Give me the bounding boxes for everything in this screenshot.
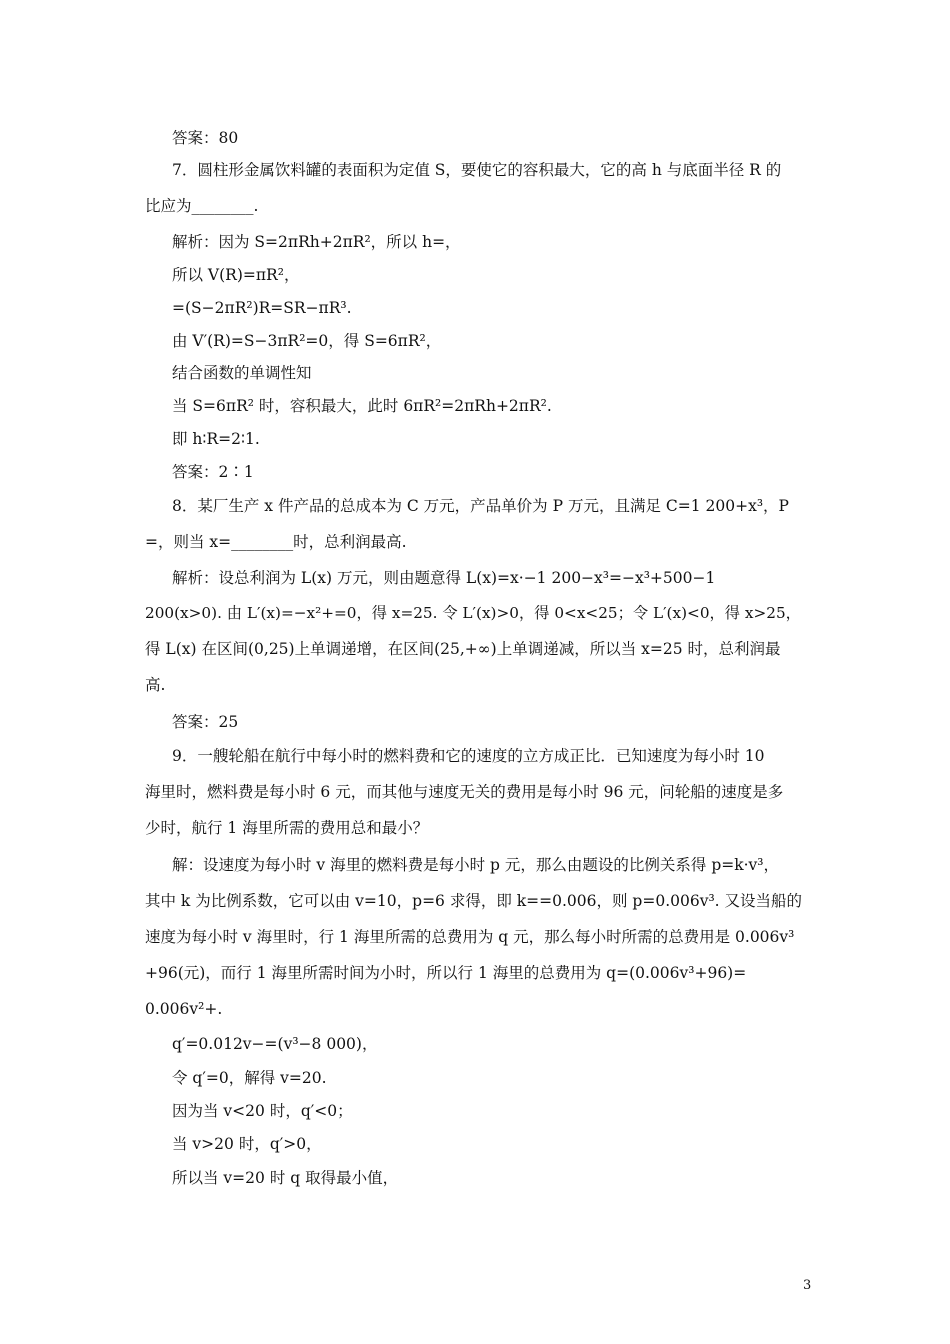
answer-7: 答案：2∶1 <box>172 463 254 481</box>
question-9-line-2: 海里时，燃料费是每小时 6 元，而其他与速度无关的费用是每小时 96 元，问轮船的速度是多 <box>145 783 784 801</box>
solution-9-line-8: 因为当 v<20 时，q′<0； <box>172 1102 353 1120</box>
solution-7-line-6: 当 S=6πR² 时，容积最大，此时 6πR²=2πRh+2πR². <box>172 397 552 415</box>
solution-9-line-2: 其中 k 为比例系数，它可以由 v=10，p=6 求得，即 k==0.006，则 p=0.006v³. 又设当船的 <box>145 892 803 910</box>
answer-6: 答案：80 <box>172 129 239 147</box>
solution-9-line-5: 0.006v²+. <box>145 1000 223 1018</box>
answer-8: 答案：25 <box>172 713 239 731</box>
solution-8-line-2: 200(x>0). 由 L′(x)=−x²+=0，得 x=25. 令 L′(x)>0，得 0<x<25；令 L′(x)<0，得 x>25， <box>145 604 801 622</box>
solution-8-line-1: 解析：设总利润为 L(x) 万元，则由题意得 L(x)=x·−1 200−x³=−x³+500−1 <box>172 569 716 587</box>
solution-8-line-4: 高. <box>145 676 166 694</box>
solution-9-line-7: 令 q′=0，解得 v=20. <box>172 1069 327 1087</box>
question-7-line-2: 比应为________. <box>145 197 259 215</box>
solution-9-line-6: q′=0.012v−=(v³−8 000)， <box>172 1035 378 1053</box>
solution-8-line-3: 得 L(x) 在区间(0,25)上单调递增，在区间(25,+∞)上单调递减，所以当 x=25 时，总利润最 <box>145 640 781 658</box>
solution-9-line-3: 速度为每小时 v 海里时，行 1 海里所需的总费用为 q 元，那么每小时所需的总费用是 0.006v³ <box>145 928 795 946</box>
page-number: 3 <box>803 1278 812 1293</box>
solution-7-line-1: 解析：因为 S=2πRh+2πR²，所以 h=， <box>172 233 461 251</box>
solution-9-line-1: 解：设速度为每小时 v 海里的燃料费是每小时 p 元，那么由题设的比例关系得 p=k·v³， <box>172 856 780 874</box>
solution-9-line-4: +96(元)，而行 1 海里所需时间为小时，所以行 1 海里的总费用为 q=(0.006v³+96)= <box>145 964 747 982</box>
question-9-line-3: 少时，航行 1 海里所需的费用总和最小？ <box>145 819 429 837</box>
solution-7-line-7: 即 h∶R=2∶1. <box>172 430 260 448</box>
solution-9-line-9: 当 v>20 时，q′>0， <box>172 1135 322 1153</box>
question-9-line-1: 9．一艘轮船在航行中每小时的燃料费和它的速度的立方成正比．已知速度为每小时 10 <box>172 747 765 765</box>
solution-7-line-5: 结合函数的单调性知 <box>172 364 312 382</box>
question-8-line-2: =，则当 x=________时，总利润最高. <box>145 533 407 551</box>
question-7-line-1: 7．圆柱形金属饮料罐的表面积为定值 S，要使它的容积最大，它的高 h 与底面半径 R 的 <box>172 161 782 179</box>
solution-7-line-4: 由 V′(R)=S−3πR²=0，得 S=6πR²， <box>172 332 442 350</box>
solution-7-line-3: =(S−2πR²)R=SR−πR³. <box>172 299 352 317</box>
question-8-line-1: 8．某厂生产 x 件产品的总成本为 C 万元，产品单价为 P 万元，且满足 C=1 200+x³，P <box>172 497 789 515</box>
solution-9-line-10: 所以当 v=20 时 q 取得最小值， <box>172 1169 399 1187</box>
solution-7-line-2: 所以 V(R)=πR²， <box>172 266 300 284</box>
